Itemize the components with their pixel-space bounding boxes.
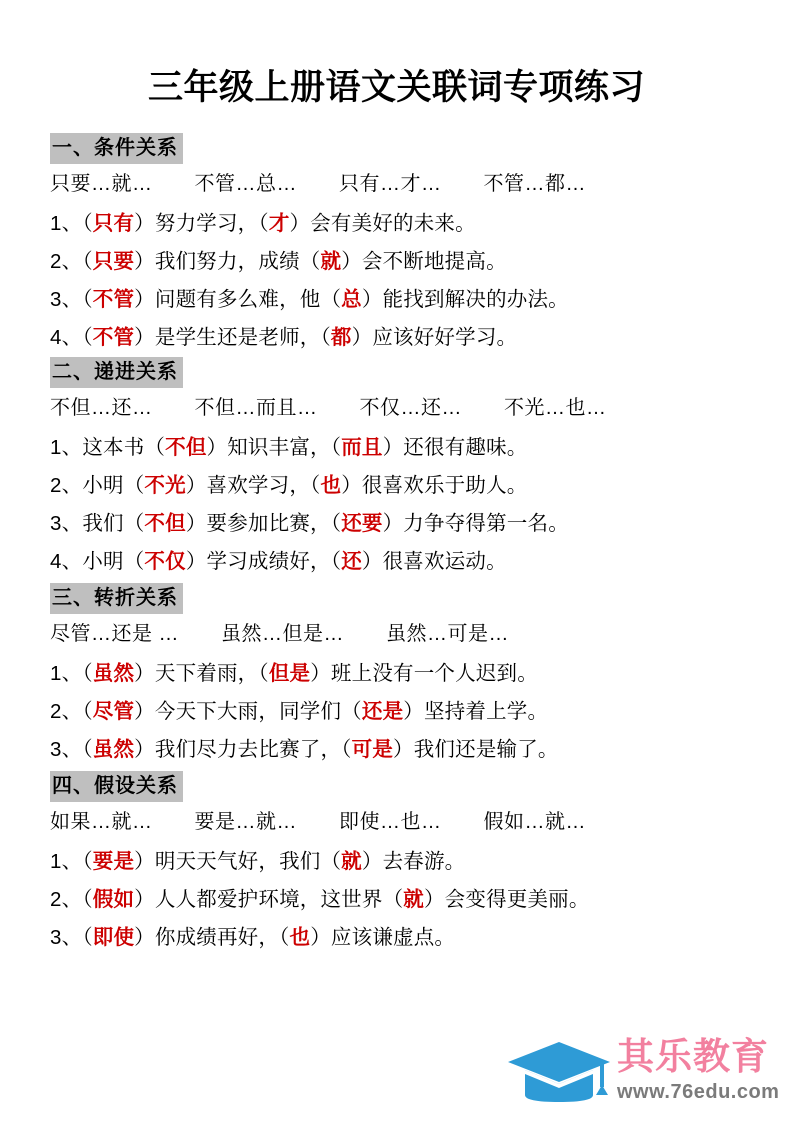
sentence-text: 我们（	[82, 512, 145, 535]
sentence-text: ）人人都爱护环境，这世界（	[134, 888, 404, 911]
sentence-text: 这本书（	[82, 436, 166, 459]
sentence-text: ）天下着雨，（	[134, 662, 269, 685]
sentence-text: （	[82, 926, 93, 949]
section-heading	[50, 133, 750, 164]
sentence-text: （	[82, 888, 93, 911]
connector-pattern: 不管…都…	[483, 173, 586, 195]
answer-word: 不光	[144, 474, 186, 497]
exercise-number: 2、	[50, 474, 83, 497]
sentence-text: ）能找到解决的办法。	[361, 288, 569, 311]
section-heading	[50, 771, 750, 802]
connector-pattern-row	[50, 169, 750, 199]
answer-word: 不但	[144, 512, 186, 535]
exercise-line	[50, 505, 750, 543]
sentence-text: ）应该谦虚点。	[310, 926, 456, 949]
answer-word: 都	[330, 326, 352, 349]
answer-word: 总	[341, 288, 362, 311]
answer-word: 就	[341, 850, 362, 873]
graduation-cap-icon	[505, 1039, 613, 1105]
sentence-text: ）今天下大雨，同学们（	[134, 700, 362, 723]
answer-word: 还	[341, 550, 362, 573]
section-block	[50, 357, 750, 581]
connector-pattern-row	[50, 807, 750, 837]
sentence-text: ）喜欢学习，（	[185, 474, 321, 497]
sentence-text: ）还很有趣味。	[382, 436, 528, 459]
section-heading	[50, 583, 750, 614]
connector-pattern: 不管…总…	[194, 173, 297, 195]
connector-pattern: 假如…就…	[483, 811, 586, 833]
page-title: 三年级上册语文关联词专项练习	[147, 68, 645, 107]
answer-word: 不管	[92, 288, 135, 311]
sentence-text: （	[82, 326, 93, 349]
answer-word: 不管	[92, 326, 135, 349]
exercise-number: 3、	[50, 288, 83, 311]
sentence-text: ）会变得更美丽。	[423, 888, 590, 911]
sentence-text: （	[82, 288, 93, 311]
sentence-text: ）很喜欢乐于助人。	[341, 474, 528, 497]
sentence-text: ）我们还是输了。	[393, 738, 559, 761]
section-heading	[50, 357, 750, 388]
answer-word: 还是	[361, 700, 404, 723]
answer-word: 还要	[341, 512, 383, 535]
exercise-number: 1、	[50, 436, 83, 459]
sentence-text: ）我们尽力去比赛了，（	[134, 738, 352, 761]
connector-pattern: 不但…还…	[50, 397, 153, 419]
logo-text-group	[617, 1035, 779, 1105]
section-block	[50, 583, 750, 769]
connector-pattern: 虽然…但是…	[221, 623, 345, 645]
section-heading-label: 三、转折关系	[50, 583, 183, 614]
answer-word: 只要	[92, 250, 135, 273]
exercise-line	[50, 429, 750, 467]
connector-pattern: 只要…就…	[50, 173, 153, 195]
exercise-number: 1、	[50, 212, 83, 235]
worksheet-content	[50, 133, 750, 959]
answer-word: 而且	[341, 436, 383, 459]
connector-pattern: 只有…才…	[339, 173, 442, 195]
sentence-text: ）是学生还是老师，（	[134, 326, 331, 349]
answer-word: 即使	[92, 926, 135, 949]
sentence-text: ）坚持着上学。	[403, 700, 549, 723]
sentence-text: ）要参加比赛，（	[185, 512, 342, 535]
sentence-text: （	[82, 212, 93, 235]
site-logo	[505, 1035, 780, 1115]
answer-word: 但是	[268, 662, 311, 685]
logo-brand-name: 其乐教育	[617, 1036, 769, 1077]
exercise-line	[50, 205, 750, 243]
answer-word: 不但	[165, 436, 207, 459]
answer-word: 也	[320, 474, 342, 497]
sentence-text: ）去春游。	[361, 850, 466, 873]
connector-pattern: 不光…也…	[504, 397, 607, 419]
sentence-text: ）问题有多么难，他（	[134, 288, 342, 311]
sentence-text: ）应该好好学习。	[351, 326, 518, 349]
exercise-line	[50, 281, 750, 319]
answer-word: 可是	[351, 738, 394, 761]
connector-pattern-row	[50, 393, 750, 423]
connector-pattern: 要是…就…	[194, 811, 297, 833]
exercise-number: 4、	[50, 550, 83, 573]
sentence-text: 小明（	[82, 474, 145, 497]
section-heading-label: 二、递进关系	[50, 357, 183, 388]
exercise-line	[50, 243, 750, 281]
exercise-line	[50, 693, 750, 731]
answer-word: 不仅	[144, 550, 186, 573]
connector-pattern: 不但…而且…	[194, 397, 318, 419]
section-heading-label: 四、假设关系	[50, 771, 183, 802]
exercise-line	[50, 319, 750, 357]
exercise-line	[50, 881, 750, 919]
exercise-line	[50, 843, 750, 881]
exercise-number: 2、	[50, 700, 83, 723]
answer-word: 就	[320, 250, 342, 273]
sentence-text: ）很喜欢运动。	[361, 550, 507, 573]
sentence-text: ）知识丰富，（	[206, 436, 342, 459]
connector-pattern: 如果…就…	[50, 811, 153, 833]
exercise-number: 1、	[50, 850, 83, 873]
exercise-number: 3、	[50, 926, 83, 949]
answer-word: 就	[403, 888, 424, 911]
connector-pattern: 虽然…可是…	[386, 623, 510, 645]
sentence-text: ）明天天气好，我们（	[134, 850, 342, 873]
sentence-text: ）努力学习，（	[134, 212, 269, 235]
answer-word: 只有	[92, 212, 135, 235]
exercise-number: 1、	[50, 662, 83, 685]
section-block	[50, 133, 750, 357]
answer-word: 要是	[92, 850, 135, 873]
answer-word: 才	[268, 212, 290, 235]
exercise-number: 2、	[50, 888, 83, 911]
section-heading-label: 一、条件关系	[50, 133, 183, 164]
answer-word: 也	[289, 926, 311, 949]
sentence-text: ）力争夺得第一名。	[382, 512, 569, 535]
connector-pattern: 不仅…还…	[359, 397, 462, 419]
sentence-text: ）班上没有一个人迟到。	[310, 662, 538, 685]
exercise-line	[50, 731, 750, 769]
answer-word: 假如	[92, 888, 135, 911]
answer-word: 虽然	[92, 662, 135, 685]
sentence-text: 小明（	[82, 550, 145, 573]
sentence-text: ）学习成绩好，（	[185, 550, 342, 573]
sentence-text: ）你成绩再好，（	[134, 926, 290, 949]
sentence-text: ）会不断地提高。	[341, 250, 507, 273]
exercise-line	[50, 543, 750, 581]
exercise-line	[50, 467, 750, 505]
sentence-text: （	[82, 700, 93, 723]
logo-website-url: www.76edu.com	[617, 1081, 780, 1103]
sentence-text: ）会有美好的未来。	[289, 212, 476, 235]
exercise-number: 3、	[50, 738, 83, 761]
exercise-number: 2、	[50, 250, 83, 273]
exercise-line	[50, 919, 750, 957]
exercise-number: 3、	[50, 512, 83, 535]
connector-pattern: 即使…也…	[339, 811, 442, 833]
sentence-text: （	[82, 250, 93, 273]
sentence-text: ）我们努力，成绩（	[134, 250, 321, 273]
section-block	[50, 771, 750, 957]
answer-word: 尽管	[92, 700, 135, 723]
sentence-text: （	[82, 850, 93, 873]
sentence-text: （	[82, 662, 93, 685]
exercise-line	[50, 655, 750, 693]
connector-pattern: 尽管…还是 …	[50, 623, 180, 645]
sentence-text: （	[82, 738, 93, 761]
connector-pattern-row	[50, 619, 750, 649]
exercise-number: 4、	[50, 326, 83, 349]
answer-word: 虽然	[92, 738, 135, 761]
